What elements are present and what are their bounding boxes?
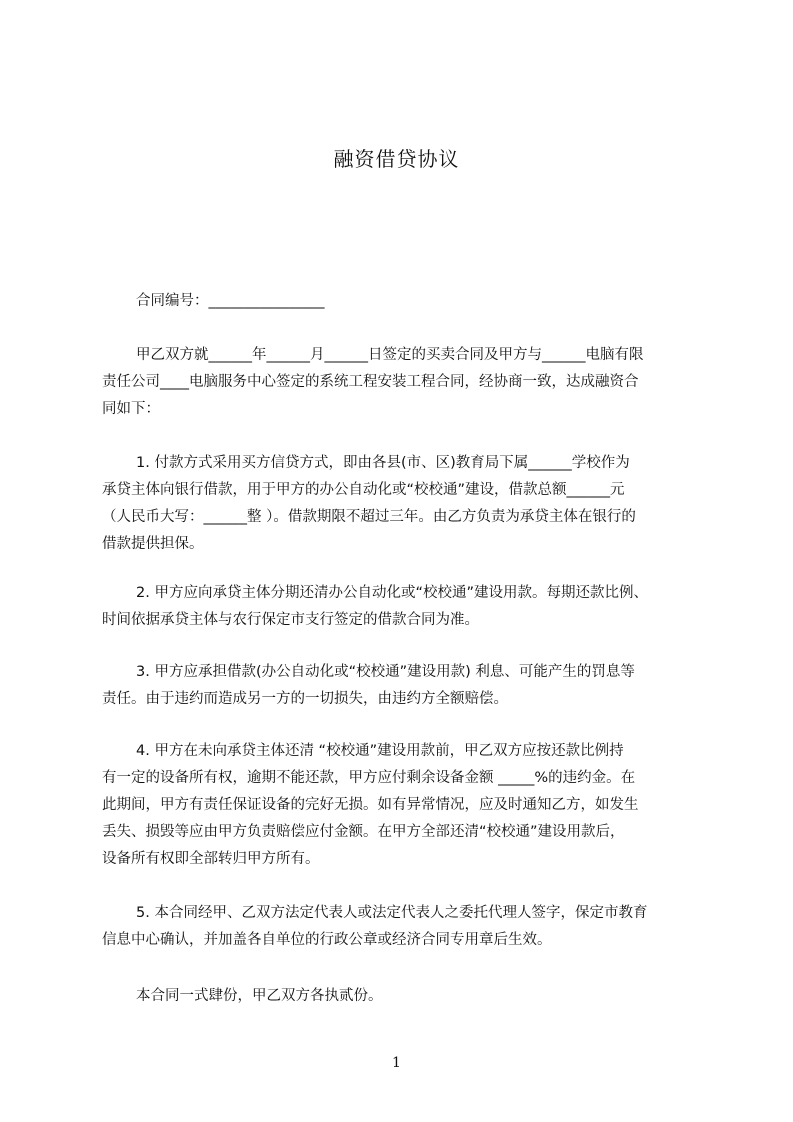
paragraph-line: 设备所有权即全部转归甲方所有。 [102, 851, 320, 867]
paragraph-line: 此期间，甲方有责任保证设备的完好无损。如有异常情况，应及时通知乙方，如发生 [102, 797, 639, 813]
paragraph-line: 时间依据承贷主体与农行保定市支行签定的借款合同为准。 [102, 612, 479, 628]
copies-paragraph [102, 983, 712, 1010]
paragraph-line: 承贷主体向银行借款，用于甲方的办公自动化或“校校通”建设，借款总额______元 [102, 482, 625, 498]
document-title: 融资借贷协议 [333, 147, 460, 171]
clause-3-paragraph [102, 659, 712, 713]
paragraph-line: 2. 甲方应向承贷主体分期还清办公自动化或“校校通”建设用款。每期还款比例、 [136, 585, 648, 601]
paragraph-line: 本合同一式肆份，甲乙双方各执贰份。 [136, 988, 383, 1004]
clause-1-paragraph [102, 450, 712, 558]
clause-5-paragraph [102, 900, 712, 954]
paragraph-line: 丢失、损毁等应由甲方负责赔偿应付金额。在甲方全部还清“校校通”建设用款后， [102, 824, 625, 840]
contract-number-line: 合同编号：________________ [136, 293, 325, 309]
paragraph-line: 4. 甲方在未向承贷主体还清 “校校通”建设用款前，甲乙双方应按还款比例持 [136, 743, 624, 759]
paragraph-line: 借款提供担保。 [102, 536, 204, 552]
paragraph-line: 1. 付款方式采用买方信贷方式，即由各县(市、区)教育局下属______学校作为 [136, 455, 630, 471]
page-number: 1 [392, 1055, 401, 1071]
paragraph-line: 责任。由于违约而造成另一方的一切损失，由违约方全额赔偿。 [102, 691, 508, 707]
intro-paragraph [102, 342, 712, 423]
paragraph-line: 甲乙双方就______年______月______日签定的买卖合同及甲方与______电脑有限 [136, 347, 644, 363]
paragraph-line: 有一定的设备所有权，逾期不能还款，甲方应付剩余设备金额 _____%的违约金。在 [102, 770, 636, 786]
paragraph-line: （人民币大写：______整 ）。借款期限不超过三年。由乙方负责为承贷主体在银行的 [102, 509, 636, 525]
contract-number-paragraph [102, 288, 712, 315]
paragraph-line: 责任公司____电脑服务中心签定的系统工程安装工程合同，经协商一致，达成融资合 [102, 374, 639, 390]
paragraph-line: 5. 本合同经甲、乙双方法定代表人或法定代表人之委托代理人签字，保定市教育 [136, 905, 648, 921]
paragraph-line: 信息中心确认，并加盖各自单位的行政公章或经济合同专用章后生效。 [102, 932, 552, 948]
clause-2-paragraph [102, 580, 712, 634]
paragraph-line: 同如下： [102, 401, 160, 417]
paragraph-line: 3. 甲方应承担借款(办公自动化或“校校通”建设用款) 利息、可能产生的罚息等 [136, 664, 635, 680]
clause-4-paragraph [102, 738, 712, 873]
